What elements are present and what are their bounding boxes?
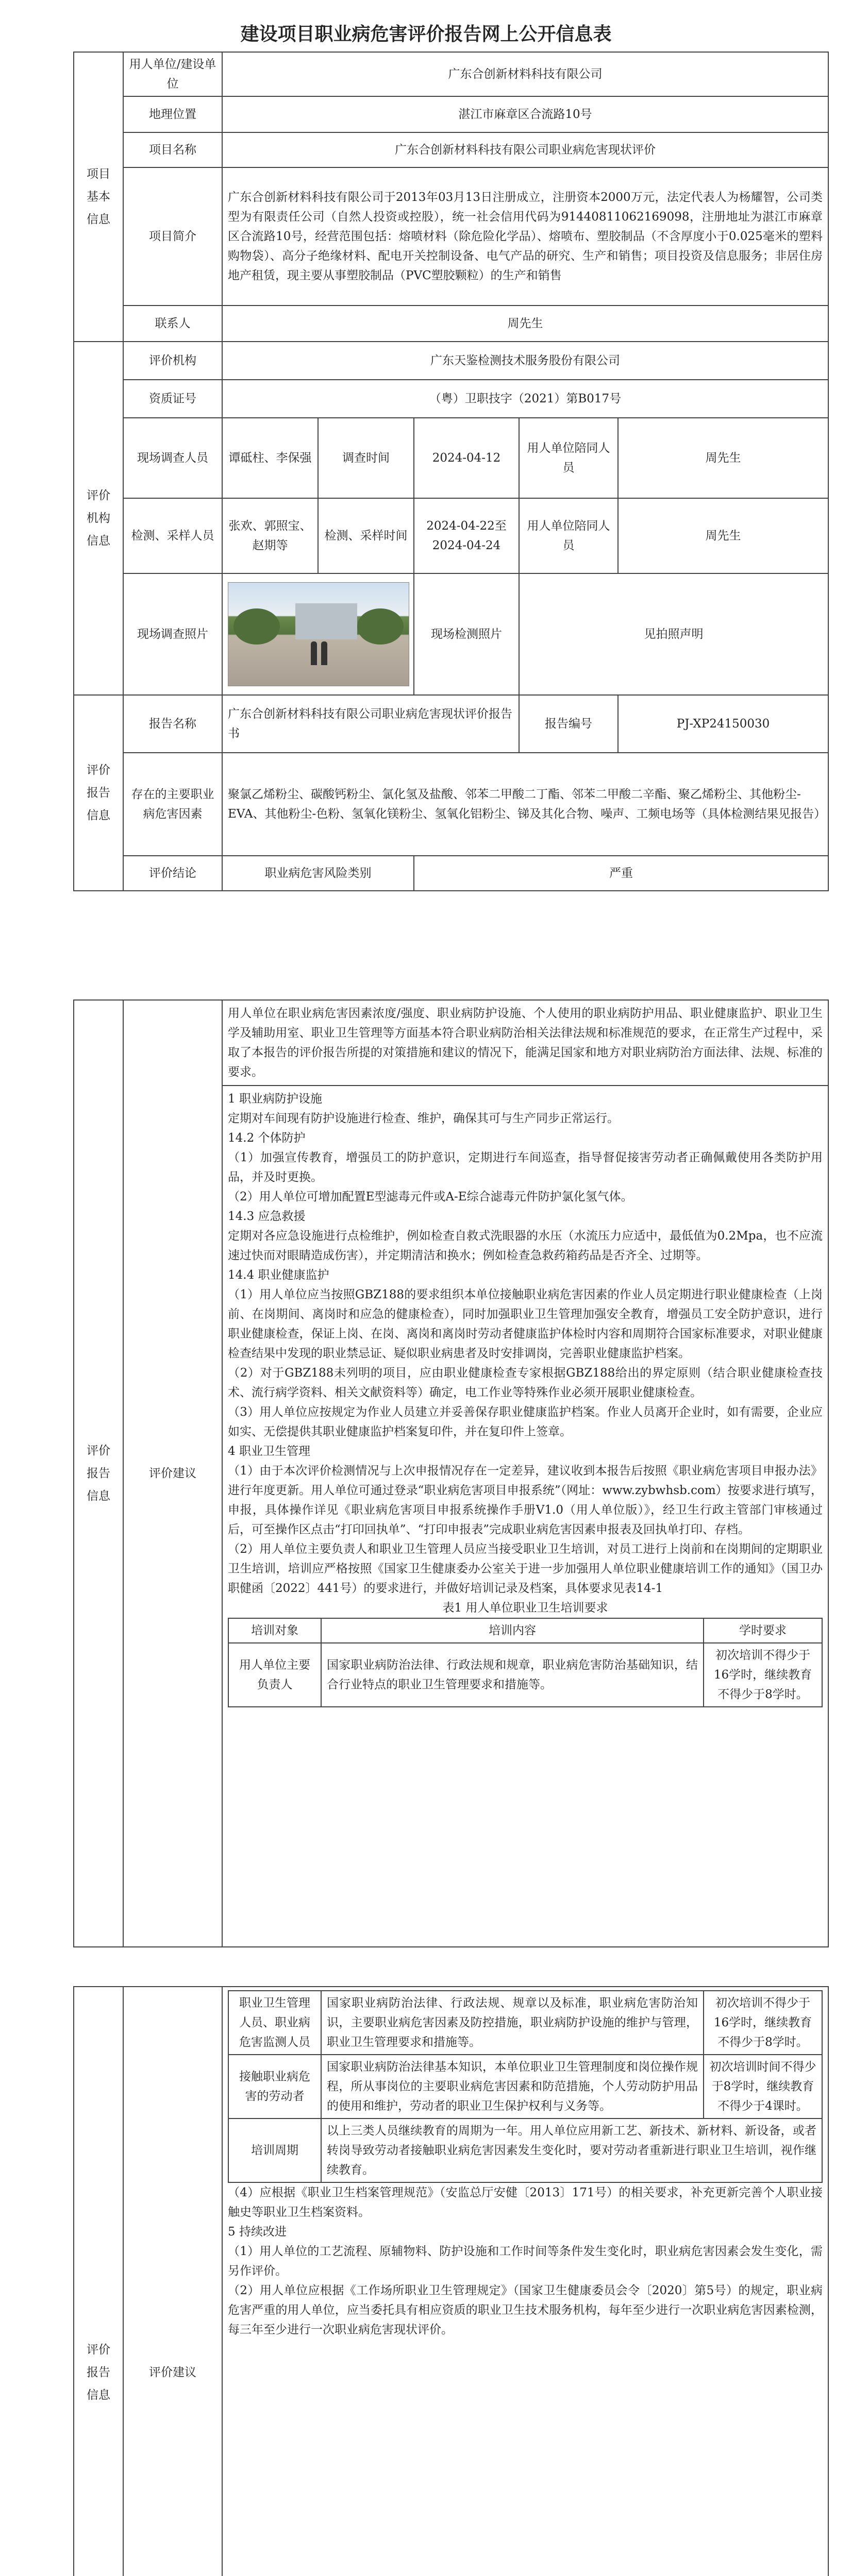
advice-line: 定期对各应急设施进行点检维护，例如检查自救式洗眼器的水压（水流压力应适中，最低值为0.2Mpa，也不应流速过快而对眼睛造成伤害），并定期清洁和换水；例如检查急救药箱药品是否齐全、过期等。 bbox=[228, 1229, 823, 1262]
hazard-label: 存在的主要职业病危害因素 bbox=[123, 753, 222, 856]
advice-body-2 bbox=[222, 1987, 828, 2576]
companion1-label: 用人单位陪同人员 bbox=[519, 418, 618, 498]
contact-label: 联系人 bbox=[123, 306, 222, 342]
advice-line: （1）用人单位的工艺流程、原辅物料、防护设施和工作时间等条件发生变化时，职业病危害因素会发生变化，需另作评价。 bbox=[228, 2245, 823, 2278]
advice-line: 4 职业卫生管理 bbox=[228, 1445, 310, 1458]
photo2-value: 见拍照声明 bbox=[519, 573, 828, 695]
advice-line: （1）加强宣传教育，增强员工的防护意识，定期进行车间巡查，指导督促接害劳动者正确佩戴使用各类防护用品，并及时更换。 bbox=[228, 1151, 823, 1184]
advice-line: （2）对于GBZ188未列明的项目，应由职业健康检查专家根据GBZ188给出的界定原则（结合职业健康检查技术、流行病学资料、相关文献资料等）确定，电工作业等特殊作业必须开展职业健康检查。 bbox=[228, 1366, 823, 1399]
training-period-value: 以上三类人员继续教育的周期为一年。用人单位应用新工艺、新技术、新材料、新设备，或者转岗导致劳动者接触职业病危害因素发生变化时，要对劳动者重新进行职业卫生培训，视作继续教育。 bbox=[321, 2119, 822, 2182]
advice-line: （2）用人单位主要负责人和职业卫生管理人员应当接受职业卫生培训，对员工进行上岗前和在岗期间的定期职业卫生培训，培训应严格按照《国家卫生健康委办公室关于进一步加强用人单位职业健康培训工作的通知》（国卫办职健函〔2022〕441号）的要求进行，并做好培训记录及档案，具体要求见表14-1 bbox=[228, 1543, 823, 1595]
advice-table-1 bbox=[73, 999, 829, 1947]
project-name-value: 广东合创新材料科技有限公司职业病危害现状评价 bbox=[222, 132, 828, 167]
section-advice-label: 评价报告信息 bbox=[74, 1000, 123, 1947]
photo2-label: 现场检测照片 bbox=[414, 573, 519, 695]
contact-value: 周先生 bbox=[222, 306, 828, 342]
sampling-time-label: 检测、采样时间 bbox=[318, 498, 414, 573]
advice-table-2 bbox=[73, 1986, 829, 2576]
advice-line: （2）用人单位可增加配置E型滤毒元件或A-E综合滤毒元件防护氯化氢气体。 bbox=[228, 1190, 633, 1204]
report-name-label: 报告名称 bbox=[123, 695, 222, 753]
project-name-label: 项目名称 bbox=[123, 132, 222, 167]
advice-line: 定期对车间现有防护设施进行检查、维护，确保其可与生产同步正常运行。 bbox=[228, 1112, 619, 1125]
advice-line: （3）用人单位应按规定为作业人员建立并妥善保存职业健康监护档案。作业人员离开企业时，如有需要，企业应如实、无偿提供其职业健康监护档案复印件，并在复印件上签章。 bbox=[228, 1405, 823, 1438]
training-table-caption: 表1 用人单位职业卫生培训要求 bbox=[442, 1601, 608, 1615]
training-header: 学时要求 bbox=[704, 1618, 822, 1643]
advice-label: 评价建议 bbox=[123, 1000, 222, 1947]
info-table bbox=[73, 52, 829, 891]
survey-people-label: 现场调查人员 bbox=[123, 418, 222, 498]
training-cell: 用人单位主要负责人 bbox=[228, 1643, 321, 1707]
section-advice-label-2: 评价报告信息 bbox=[74, 1987, 123, 2576]
companion2-value: 周先生 bbox=[618, 498, 828, 573]
training-cell: 国家职业病防治法律、行政法规、规章以及标准，职业病危害防治知识，主要职业病危害因素及防控措施，职业病防护设施的维护与管理，职业卫生管理要求和措施等。 bbox=[321, 1991, 704, 2055]
sampling-people-label: 检测、采样人员 bbox=[123, 498, 222, 573]
section-org-label: 评价机构信息 bbox=[74, 342, 123, 695]
training-table bbox=[228, 1618, 823, 1707]
cert-label: 资质证号 bbox=[123, 380, 222, 418]
advice-line: 1 职业病防护设施 bbox=[228, 1092, 322, 1106]
training-cell: 国家职业病防治法律、行政法规和规章，职业病危害防治基础知识，结合行业特点的职业卫生管理要求和措施等。 bbox=[321, 1643, 704, 1707]
conclusion-label: 评价结论 bbox=[123, 856, 222, 891]
advice-intro: 用人单位在职业病危害因素浓度/强度、职业病防护设施、个人使用的职业病防护用品、职业健康监护、职业卫生学及辅助用室、职业卫生管理等方面基本符合职业病防治相关法律法规和标准规范的要求，在正常生产过程中，采取了本报告的评价报告所提的对策措施和建议的情况下，能满足国家和地方对职业病防治方面法律、法规、标准的要求。 bbox=[223, 1001, 828, 1086]
report-name-value: 广东合创新材料科技有限公司职业病危害现状评价报告书 bbox=[222, 695, 519, 753]
training-cell: 初次培训时间不得少于8学时，继续教育不得少于4课时。 bbox=[704, 2055, 822, 2119]
training-table-cont bbox=[228, 1990, 823, 2183]
advice-line: （1）由于本次评价检测情况与上次申报情况存在一定差异，建议收到本报告后按照《职业病危害项目申报办法》进行年度更新。用人单位可通过登录“职业病危害项目申报系统”（网址：www.zybwhsb.com）按要求进行填写，申报，具体操作详见《职业病危害项目申报系统操作手册V1.0（用人单位版）》，经卫生行政主管部门审核通过后，可至操作区点击“打印回执单”、“打印申报表”完成职业病危害因素申报表及回执单打印、存档。 bbox=[228, 1464, 823, 1536]
section-result-label: 评价报告信息 bbox=[74, 695, 123, 891]
advice-line: 14.4 职业健康监护 bbox=[228, 1268, 329, 1282]
address-label: 地理位置 bbox=[123, 96, 222, 132]
unit-value: 广东合创新材料科技有限公司 bbox=[222, 52, 828, 96]
advice-line: 14.2 个体防护 bbox=[228, 1131, 306, 1145]
section-basic-label: 项目基本信息 bbox=[74, 52, 123, 342]
training-header: 培训对象 bbox=[228, 1618, 321, 1643]
advice-line: （4）应根据《职业卫生档案管理规范》（安监总厅安健〔2013〕171号）的相关要求，补充更新完善个人职业接触史等职业卫生档案资料。 bbox=[228, 2186, 823, 2219]
training-cell: 国家职业病防治法律基本知识，本单位职业卫生管理制度和岗位操作规程，所从事岗位的主要职业病危害因素和防范措施，个人劳动防护用品的使用和维护，劳动者的职业卫生保护权利与义务等。 bbox=[321, 2055, 704, 2119]
training-cell: 接触职业病危害的劳动者 bbox=[228, 2055, 321, 2119]
report-number-label: 报告编号 bbox=[519, 695, 618, 753]
unit-label: 用人单位/建设单位 bbox=[123, 52, 222, 96]
report-number-value: PJ-XP24150030 bbox=[618, 695, 828, 753]
conclusion-category: 职业病危害风险类别 bbox=[222, 856, 414, 891]
advice-line: 5 持续改进 bbox=[228, 2225, 287, 2239]
survey-time-value: 2024-04-12 bbox=[414, 418, 519, 498]
advice-line: （1）用人单位应当按照GBZ188的要求组织本单位接触职业病危害因素的作业人员定期进行职业健康检查（上岗前、在岗期间、离岗时和应急的健康检查），同时加强职业卫生管理加强安全教育，增强员工安全防护意识，进行职业健康检查，保证上岗、在岗、离岗和离岗时劳动者健康监护体检时内容和周期符合国家标准要求，对职业健康检查结果中发现的职业禁忌证、疑似职业病患者及时安排调岗，完善职业健康监护档案。 bbox=[228, 1288, 823, 1360]
survey-time-label: 调查时间 bbox=[318, 418, 414, 498]
advice-line: 14.3 应急救援 bbox=[228, 1210, 306, 1223]
training-cell: 初次培训不得少于16学时，继续教育不得少于8学时。 bbox=[704, 1991, 822, 2055]
sampling-people-value: 张欢、郭照宝、赵期等 bbox=[222, 498, 318, 573]
advice-line: （2）用人单位应根据《工作场所职业卫生管理规定》（国家卫生健康委员会令〔2020〕第5号）的规定，职业病危害严重的用人单位，应当委托具有相应资质的职业卫生技术服务机构，每年至少进行一次职业病危害因素检测，每三年至少进行一次职业病危害现状评价。 bbox=[228, 2284, 823, 2336]
survey-photo-cell bbox=[222, 573, 414, 695]
survey-photo bbox=[228, 582, 409, 686]
project-intro-value: 广东合创新材料科技有限公司于2013年03月13日注册成立，注册资本2000万元，法定代表人为杨耀智，公司类型为有限责任公司（自然人投资或控股），统一社会信用代码为91440811062169098，注册地址为湛江市麻章区合流路10号，经营范围包括：熔喷材料（除危险化学品）、熔喷布、塑胶制品（不含厚度小于0.025毫米的塑料购物袋）、高分子绝缘材料、配电开关控制设备、电气产品的研究、生产和销售；项目投资及信息服务；非居住房地产租赁，现主要从事塑胶制品（PVC塑胶颗粒）的生产和销售 bbox=[222, 167, 828, 306]
org-value: 广东天鉴检测技术服务股份有限公司 bbox=[222, 342, 828, 380]
page-title: 建设项目职业病危害评价报告网上公开信息表 bbox=[240, 24, 612, 45]
org-label: 评价机构 bbox=[123, 342, 222, 380]
companion2-label: 用人单位陪同人员 bbox=[519, 498, 618, 573]
advice-label-2: 评价建议 bbox=[123, 1987, 222, 2576]
sampling-time-value: 2024-04-22至2024-04-24 bbox=[414, 498, 519, 573]
photo-label: 现场调查照片 bbox=[123, 573, 222, 695]
cert-value: （粤）卫职技字（2021）第B017号 bbox=[222, 380, 828, 418]
training-cell: 初次培训不得少于16学时，继续教育不得少于8学时。 bbox=[704, 1643, 822, 1707]
training-period-label: 培训周期 bbox=[228, 2119, 321, 2182]
training-header: 培训内容 bbox=[321, 1618, 704, 1643]
advice-body bbox=[222, 1000, 828, 1947]
address-value: 湛江市麻章区合流路10号 bbox=[222, 96, 828, 132]
companion1-value: 周先生 bbox=[618, 418, 828, 498]
hazard-value: 聚氯乙烯粉尘、碳酸钙粉尘、氯化氢及盐酸、邻苯二甲酸二丁酯、邻苯二甲酸二辛酯、聚乙烯粉尘、其他粉尘-EVA、其他粉尘-色粉、氢氧化镁粉尘、氢氧化铝粉尘、锑及其化合物、噪声、工频电场等（具体检测结果见报告） bbox=[222, 753, 828, 856]
conclusion-value: 严重 bbox=[414, 856, 828, 891]
training-cell: 职业卫生管理人员、职业病危害监测人员 bbox=[228, 1991, 321, 2055]
project-intro-label: 项目简介 bbox=[123, 167, 222, 306]
survey-people-value: 谭砥柱、李保强 bbox=[222, 418, 318, 498]
